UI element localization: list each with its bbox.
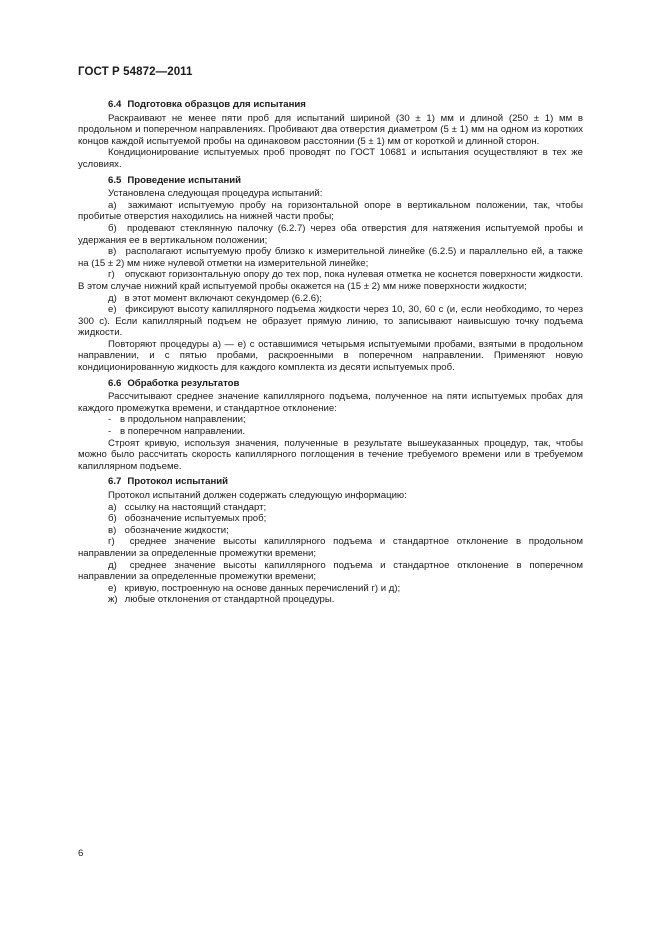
dash-list-item	[78, 414, 583, 426]
list-marker: г)	[108, 269, 115, 281]
section-heading-6-5	[78, 175, 583, 187]
list-item	[78, 594, 583, 606]
list-item	[78, 269, 583, 292]
list-item	[78, 223, 583, 246]
document-header: ГОСТ Р 54872—2011	[78, 66, 193, 78]
list-item	[78, 525, 583, 537]
section-heading-6-7	[78, 476, 583, 488]
list-item	[78, 502, 583, 514]
section-number: 6.7	[108, 476, 122, 488]
list-item	[78, 513, 583, 525]
list-marker: а)	[108, 501, 117, 513]
paragraph: Рассчитывают среднее значение капиллярного подъема, полученное на пяти испытуемых пробах для каждого промежутка времени, и стандартное отклонение:	[78, 391, 583, 414]
paragraph: Раскраивают не менее пяти проб для испытаний шириной (30 ± 1) мм и длиной (250 ± 1) мм в продольном и поперечном направлениях. Пробивают два отверстия диаметром (5 ± 1) мм на одном из коротких концов каждой испытуемой пробы на одинаковом расстоянии (5 ± 1) мм от короткой и длинной сторон.	[78, 112, 583, 147]
section-heading-6-4	[78, 99, 583, 111]
list-marker: д)	[108, 559, 117, 571]
list-item-text: обозначение жидкости;	[124, 524, 229, 536]
section-number: 6.4	[108, 99, 122, 110]
list-marker: б)	[108, 513, 117, 525]
section-title-text: Обработка результатов	[127, 377, 240, 389]
list-item	[78, 560, 583, 583]
list-marker: в)	[108, 524, 117, 536]
list-item-text: любые отклонения от стандартной процедуры.	[124, 594, 335, 606]
list-item	[78, 304, 583, 339]
list-item-text: среднее значение высоты капиллярного подъема и стандартное отклонение в продольном направлении за определенные промежутки времени;	[78, 536, 583, 559]
document-body	[78, 95, 583, 606]
list-item	[78, 583, 583, 595]
list-item	[78, 246, 583, 269]
paragraph: Повторяют процедуры а) — е) с оставшимися четырьмя испытуемыми пробами, взятыми в продольном направлении, и с пятью пробами, раскроенными в поперечном направлении. Применяют новую кондиционированную жидкость для каждого комплекта из десяти испытуемых проб.	[78, 338, 583, 374]
dash-marker: -	[108, 426, 112, 438]
list-item-text: в продольном направлении;	[120, 414, 246, 426]
page-number: 6	[78, 848, 84, 859]
list-item	[78, 536, 583, 559]
section-title-text: Проведение испытаний	[127, 174, 242, 186]
section-heading-6-6	[78, 378, 583, 390]
section-title-text: Протокол испытаний	[127, 476, 229, 488]
list-item-text: зажимают испытуемую пробу на горизонтальной опоре в вертикальном положении, так, чтобы пробитые отверстия находились на нижней части пробы;	[78, 199, 583, 223]
list-item-text: обозначение испытуемых проб;	[124, 513, 267, 525]
list-item-text: опускают горизонтальную опору до тех пор, пока нулевая отметка не коснется поверхности жидкости. В этом случае нижний край испытуемой пробы окажется на (15 ± 2) мм ниже поверхности жидкости;	[78, 269, 583, 292]
dash-list-item	[78, 426, 583, 438]
list-item-text: продевают стеклянную палочку (6.2.7) через оба отверстия для натяжения испытуемой пробы и удержания ее в вертикальном положении;	[78, 222, 584, 246]
paragraph: Кондиционирование испытуемых проб проводят по ГОСТ 10681 и испытания осуществляют в тех же условиях.	[78, 147, 583, 170]
list-item-text: располагают испытуемую пробу близко к измерительной линейке (6.2.5) и параллельно ей, а также на (15 ± 2) мм ниже нулевой отметки на измерительной линейке;	[78, 246, 583, 269]
list-marker: д)	[108, 292, 117, 304]
paragraph: Протокол испытаний должен содержать следующую информацию:	[108, 490, 407, 501]
list-marker: ж)	[108, 594, 118, 606]
section-number: 6.6	[108, 377, 122, 389]
paragraph: Строят кривую, используя значения, полученные в результате вышеуказанных процедур, так, чтобы можно было рассчитать скорость капиллярного поглощения в течение требуемого времени или в требуемом капиллярном подъеме.	[78, 437, 583, 472]
list-item-text: ссылку на настоящий стандарт;	[124, 501, 267, 513]
list-item-text: кривую, построенную на основе данных перечислений г) и д);	[124, 582, 401, 594]
list-item-text: в этот момент включают секундомер (6.2.6);	[124, 292, 322, 304]
section-number: 6.5	[108, 174, 122, 186]
list-marker: е)	[108, 304, 117, 316]
list-marker: б)	[108, 222, 117, 234]
list-item-text: в поперечном направлении.	[120, 426, 246, 438]
section-title-text: Подготовка образцов для испытания	[127, 99, 306, 110]
list-item-text: среднее значение высоты капиллярного подъема и стандартное отклонение в поперечном направлении за определенные промежутки времени;	[78, 559, 583, 583]
list-marker: а)	[108, 199, 117, 211]
list-item	[78, 200, 583, 223]
list-item	[78, 293, 583, 305]
list-marker: е)	[108, 582, 117, 594]
dash-marker: -	[108, 414, 112, 426]
list-item-text: фиксируют высоту капиллярного подъема жидкости через 10, 30, 60 с (и, если необходимо, то через 300 с). Если капиллярный подъем не образует прямую линию, то записывают наивысшую точку подъема жидкости.	[78, 304, 583, 339]
list-marker: г)	[108, 536, 115, 548]
paragraph: Установлена следующая процедура испытаний:	[108, 188, 323, 200]
list-marker: в)	[108, 246, 117, 258]
